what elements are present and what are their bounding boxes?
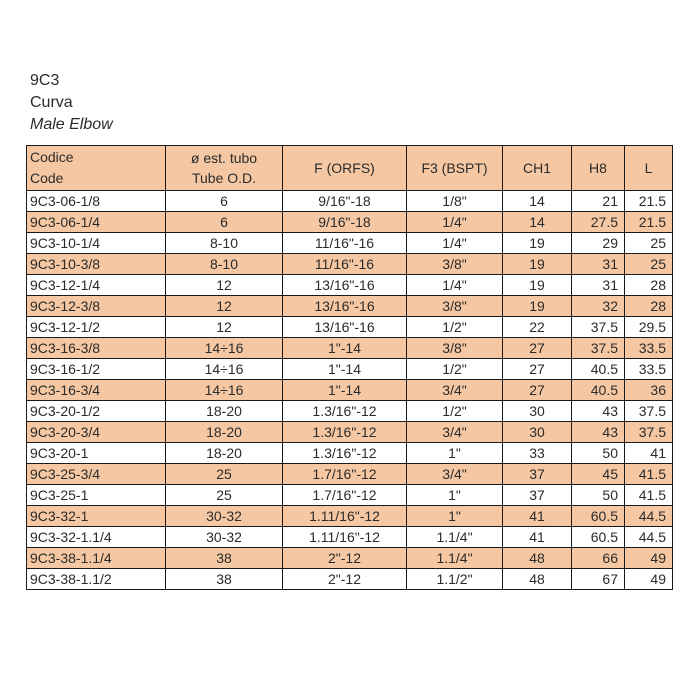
table-row <box>27 296 673 317</box>
spec-table <box>26 145 673 590</box>
cell-f-orfs: 1"-14 <box>283 359 407 380</box>
cell-f3-bspt: 1/2" <box>407 359 503 380</box>
cell-h8: 67 <box>572 569 625 590</box>
cell-tube-od: 14÷16 <box>166 338 283 359</box>
header-tube-od <box>166 146 283 191</box>
cell-tube-od: 6 <box>166 191 283 212</box>
cell-f3-bspt: 3/4" <box>407 380 503 401</box>
cell-l: 37.5 <box>625 422 673 443</box>
cell-f-orfs: 13/16"-16 <box>283 275 407 296</box>
table-row <box>27 317 673 338</box>
cell-code: 9C3-16-3/4 <box>27 380 166 401</box>
table-row <box>27 401 673 422</box>
table-row <box>27 275 673 296</box>
cell-code: 9C3-25-3/4 <box>27 464 166 485</box>
table-row <box>27 527 673 548</box>
table-row <box>27 422 673 443</box>
product-name-english: Male Elbow <box>30 116 113 133</box>
cell-l: 44.5 <box>625 527 673 548</box>
cell-code: 9C3-06-1/4 <box>27 212 166 233</box>
header-tube-english: Tube O.D. <box>191 170 257 186</box>
header-ch1: CH1 <box>503 146 572 191</box>
cell-ch1: 41 <box>503 527 572 548</box>
cell-f3-bspt: 1/4" <box>407 212 503 233</box>
table-row <box>27 212 673 233</box>
cell-tube-od: 25 <box>166 464 283 485</box>
cell-l: 36 <box>625 380 673 401</box>
cell-l: 25 <box>625 233 673 254</box>
table-row <box>27 233 673 254</box>
cell-f-orfs: 1.11/16"-12 <box>283 506 407 527</box>
cell-l: 29.5 <box>625 317 673 338</box>
cell-code: 9C3-32-1 <box>27 506 166 527</box>
cell-f-orfs: 1.7/16"-12 <box>283 485 407 506</box>
cell-tube-od: 25 <box>166 485 283 506</box>
cell-f-orfs: 1.3/16"-12 <box>283 422 407 443</box>
cell-ch1: 48 <box>503 548 572 569</box>
cell-ch1: 22 <box>503 317 572 338</box>
header-code-english: Code <box>30 170 64 186</box>
header-code <box>27 146 166 191</box>
cell-ch1: 19 <box>503 296 572 317</box>
cell-f3-bspt: 1/2" <box>407 401 503 422</box>
header-f-orfs: F (ORFS) <box>283 146 407 191</box>
cell-f3-bspt: 1" <box>407 485 503 506</box>
table-row <box>27 254 673 275</box>
cell-h8: 37.5 <box>572 317 625 338</box>
cell-tube-od: 30-32 <box>166 527 283 548</box>
cell-f3-bspt: 1" <box>407 506 503 527</box>
table-row <box>27 485 673 506</box>
cell-f3-bspt: 3/4" <box>407 422 503 443</box>
cell-h8: 43 <box>572 401 625 422</box>
cell-ch1: 48 <box>503 569 572 590</box>
cell-f3-bspt: 1.1/4" <box>407 548 503 569</box>
cell-f-orfs: 11/16"-16 <box>283 254 407 275</box>
cell-f-orfs: 9/16"-18 <box>283 191 407 212</box>
cell-f3-bspt: 1.1/4" <box>407 527 503 548</box>
cell-tube-od: 12 <box>166 317 283 338</box>
cell-h8: 32 <box>572 296 625 317</box>
cell-ch1: 30 <box>503 422 572 443</box>
cell-ch1: 14 <box>503 191 572 212</box>
cell-f-orfs: 1.7/16"-12 <box>283 464 407 485</box>
cell-f3-bspt: 1/4" <box>407 233 503 254</box>
table-row <box>27 506 673 527</box>
cell-code: 9C3-20-3/4 <box>27 422 166 443</box>
cell-tube-od: 12 <box>166 296 283 317</box>
cell-l: 25 <box>625 254 673 275</box>
cell-code: 9C3-12-3/8 <box>27 296 166 317</box>
cell-code: 9C3-20-1/2 <box>27 401 166 422</box>
table-row <box>27 569 673 590</box>
cell-code: 9C3-16-3/8 <box>27 338 166 359</box>
header-l: L <box>625 146 673 191</box>
cell-f3-bspt: 3/8" <box>407 296 503 317</box>
cell-l: 41.5 <box>625 464 673 485</box>
cell-h8: 31 <box>572 275 625 296</box>
cell-f-orfs: 9/16"-18 <box>283 212 407 233</box>
cell-code: 9C3-38-1.1/4 <box>27 548 166 569</box>
cell-h8: 37.5 <box>572 338 625 359</box>
cell-f-orfs: 13/16"-16 <box>283 317 407 338</box>
cell-f-orfs: 1"-14 <box>283 338 407 359</box>
cell-ch1: 27 <box>503 338 572 359</box>
cell-h8: 45 <box>572 464 625 485</box>
cell-code: 9C3-38-1.1/2 <box>27 569 166 590</box>
header-row <box>27 146 673 191</box>
cell-h8: 40.5 <box>572 380 625 401</box>
table-row <box>27 191 673 212</box>
cell-code: 9C3-10-3/8 <box>27 254 166 275</box>
cell-f3-bspt: 1" <box>407 443 503 464</box>
cell-h8: 50 <box>572 485 625 506</box>
cell-f3-bspt: 1.1/2" <box>407 569 503 590</box>
cell-code: 9C3-16-1/2 <box>27 359 166 380</box>
header-f3-bspt: F3 (BSPT) <box>407 146 503 191</box>
cell-ch1: 19 <box>503 254 572 275</box>
cell-l: 33.5 <box>625 359 673 380</box>
cell-f-orfs: 1.11/16"-12 <box>283 527 407 548</box>
cell-l: 33.5 <box>625 338 673 359</box>
cell-l: 28 <box>625 275 673 296</box>
cell-l: 49 <box>625 569 673 590</box>
cell-h8: 40.5 <box>572 359 625 380</box>
cell-ch1: 33 <box>503 443 572 464</box>
product-name-italian: Curva <box>30 94 73 111</box>
cell-code: 9C3-06-1/8 <box>27 191 166 212</box>
header-code-italian: Codice <box>30 149 74 165</box>
table-body <box>27 191 673 590</box>
cell-tube-od: 8-10 <box>166 254 283 275</box>
table-row <box>27 359 673 380</box>
cell-tube-od: 14÷16 <box>166 359 283 380</box>
cell-l: 44.5 <box>625 506 673 527</box>
product-code: 9C3 <box>30 72 60 89</box>
table-row <box>27 443 673 464</box>
cell-l: 21.5 <box>625 191 673 212</box>
cell-ch1: 19 <box>503 233 572 254</box>
cell-code: 9C3-12-1/2 <box>27 317 166 338</box>
cell-tube-od: 18-20 <box>166 422 283 443</box>
cell-f-orfs: 13/16"-16 <box>283 296 407 317</box>
cell-f-orfs: 2"-12 <box>283 569 407 590</box>
cell-ch1: 30 <box>503 401 572 422</box>
cell-f3-bspt: 3/8" <box>407 254 503 275</box>
table-row <box>27 338 673 359</box>
table-row <box>27 548 673 569</box>
cell-l: 28 <box>625 296 673 317</box>
cell-h8: 29 <box>572 233 625 254</box>
table-row <box>27 380 673 401</box>
cell-l: 41 <box>625 443 673 464</box>
cell-f3-bspt: 1/4" <box>407 275 503 296</box>
cell-ch1: 37 <box>503 464 572 485</box>
cell-h8: 50 <box>572 443 625 464</box>
cell-f-orfs: 11/16"-16 <box>283 233 407 254</box>
cell-l: 21.5 <box>625 212 673 233</box>
cell-tube-od: 6 <box>166 212 283 233</box>
cell-f-orfs: 1.3/16"-12 <box>283 401 407 422</box>
cell-h8: 31 <box>572 254 625 275</box>
cell-ch1: 14 <box>503 212 572 233</box>
cell-tube-od: 30-32 <box>166 506 283 527</box>
cell-f3-bspt: 1/8" <box>407 191 503 212</box>
cell-f3-bspt: 3/8" <box>407 338 503 359</box>
cell-ch1: 19 <box>503 275 572 296</box>
header-h8: H8 <box>572 146 625 191</box>
cell-tube-od: 38 <box>166 569 283 590</box>
cell-h8: 60.5 <box>572 527 625 548</box>
cell-h8: 21 <box>572 191 625 212</box>
cell-ch1: 37 <box>503 485 572 506</box>
cell-code: 9C3-32-1.1/4 <box>27 527 166 548</box>
cell-h8: 43 <box>572 422 625 443</box>
cell-code: 9C3-10-1/4 <box>27 233 166 254</box>
cell-code: 9C3-20-1 <box>27 443 166 464</box>
cell-l: 49 <box>625 548 673 569</box>
header-tube-italian: ø est. tubo <box>190 150 258 166</box>
cell-code: 9C3-12-1/4 <box>27 275 166 296</box>
cell-l: 41.5 <box>625 485 673 506</box>
cell-ch1: 27 <box>503 359 572 380</box>
cell-tube-od: 18-20 <box>166 443 283 464</box>
cell-l: 37.5 <box>625 401 673 422</box>
product-heading <box>30 70 113 136</box>
cell-h8: 27.5 <box>572 212 625 233</box>
cell-f-orfs: 1"-14 <box>283 380 407 401</box>
cell-f-orfs: 1.3/16"-12 <box>283 443 407 464</box>
cell-ch1: 41 <box>503 506 572 527</box>
cell-tube-od: 14÷16 <box>166 380 283 401</box>
cell-f-orfs: 2"-12 <box>283 548 407 569</box>
cell-tube-od: 12 <box>166 275 283 296</box>
cell-code: 9C3-25-1 <box>27 485 166 506</box>
cell-f3-bspt: 1/2" <box>407 317 503 338</box>
cell-f3-bspt: 3/4" <box>407 464 503 485</box>
cell-h8: 60.5 <box>572 506 625 527</box>
cell-tube-od: 8-10 <box>166 233 283 254</box>
cell-ch1: 27 <box>503 380 572 401</box>
cell-h8: 66 <box>572 548 625 569</box>
cell-tube-od: 18-20 <box>166 401 283 422</box>
table-row <box>27 464 673 485</box>
cell-tube-od: 38 <box>166 548 283 569</box>
